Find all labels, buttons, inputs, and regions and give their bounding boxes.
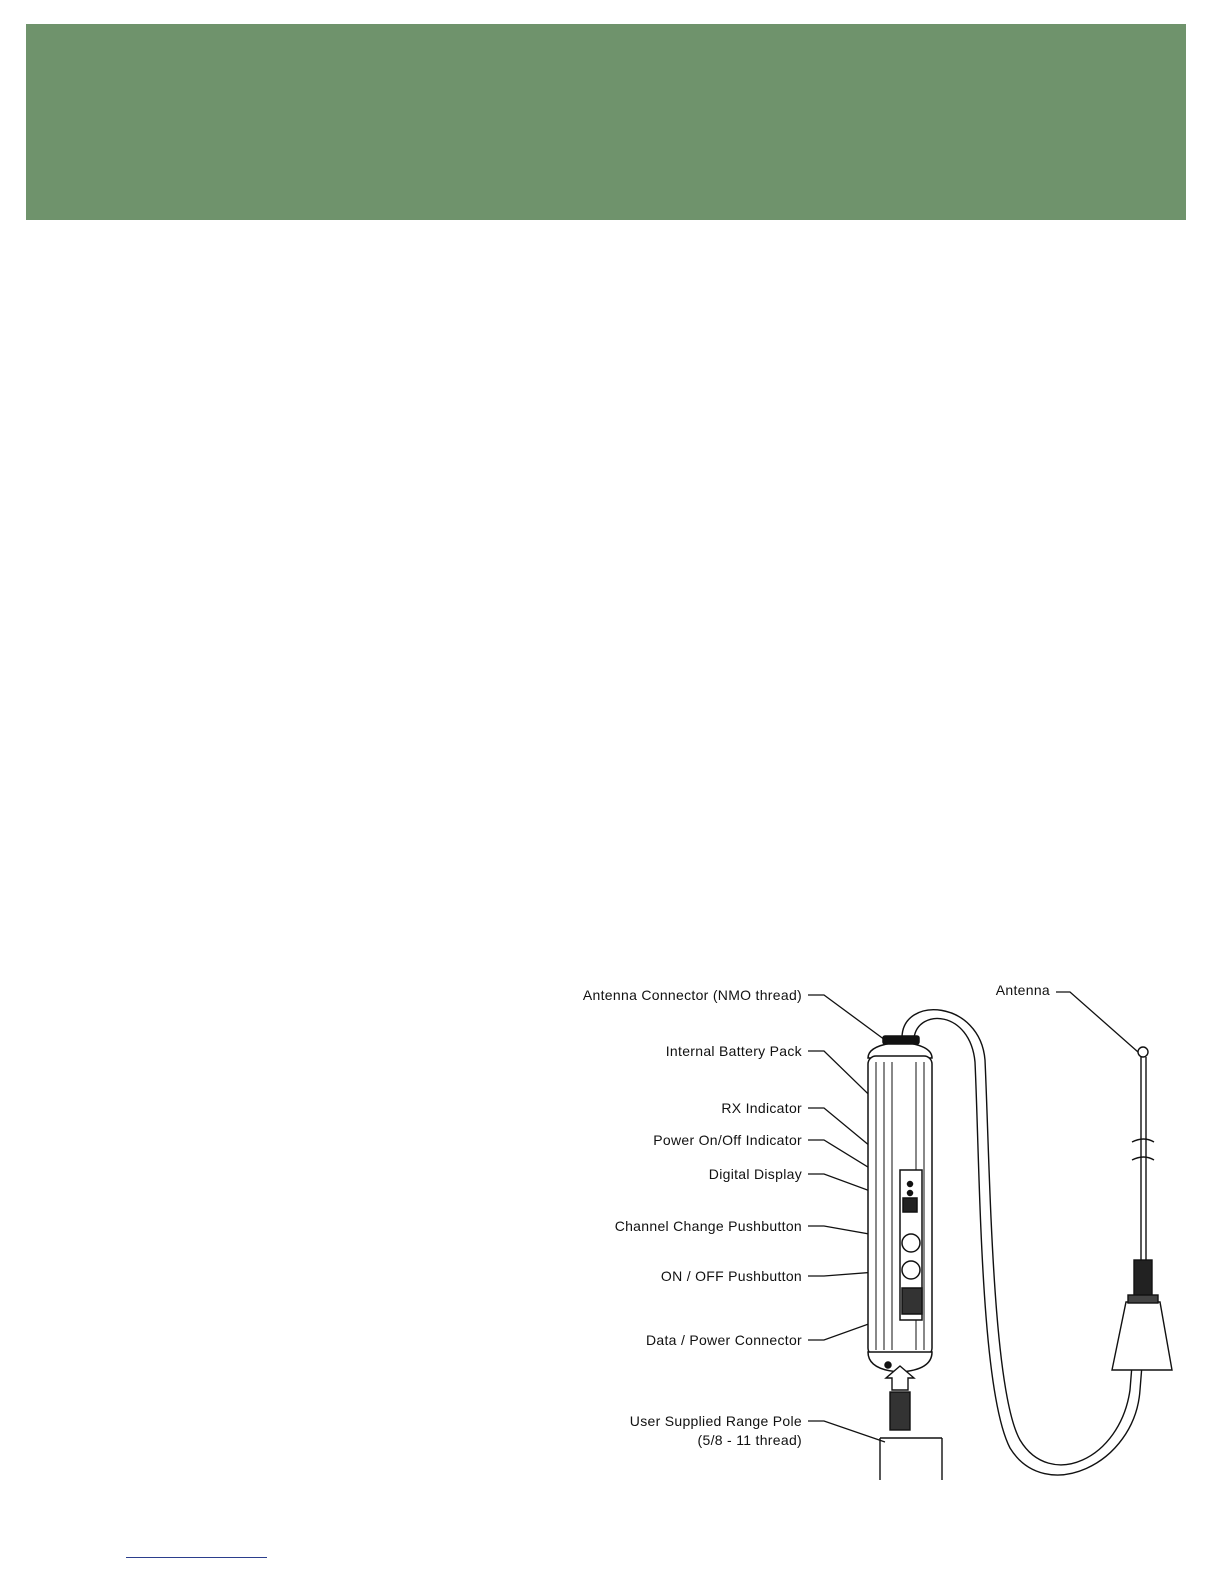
range-pole-icon <box>880 1366 942 1480</box>
label-antenna-connector: Antenna Connector (NMO thread) <box>582 987 802 1003</box>
label-rx-indicator: RX Indicator <box>721 1100 802 1116</box>
bottom-rule <box>126 1557 267 1558</box>
cable-icon <box>902 1010 1132 1465</box>
label-digital-display: Digital Display <box>708 1166 802 1182</box>
label-range-pole-1: User Supplied Range Pole <box>629 1413 802 1429</box>
radio-unit-icon <box>868 1036 932 1372</box>
radio-diagram <box>540 970 1200 1500</box>
antenna-icon <box>1112 1047 1172 1370</box>
label-battery-pack: Internal Battery Pack <box>665 1043 802 1059</box>
label-data-connector: Data / Power Connector <box>645 1332 802 1348</box>
label-power-indicator: Power On/Off Indicator <box>653 1132 802 1148</box>
diagram-svg <box>540 970 1200 1500</box>
label-antenna: Antenna <box>995 982 1050 998</box>
label-onoff-button: ON / OFF Pushbutton <box>660 1268 802 1284</box>
label-range-pole-2: (5/8 - 11 thread) <box>697 1432 802 1448</box>
label-channel-button: Channel Change Pushbutton <box>614 1218 802 1234</box>
header-band <box>26 24 1186 220</box>
leader-lines <box>808 992 1138 1442</box>
